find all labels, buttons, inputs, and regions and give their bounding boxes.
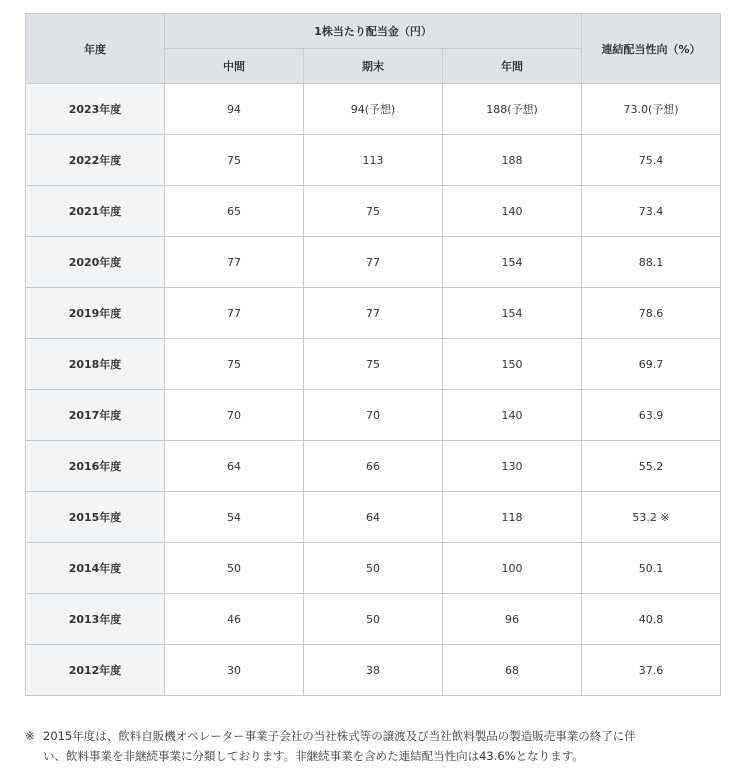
year-end-cell: 77 bbox=[304, 288, 443, 339]
annual-cell: 130 bbox=[443, 441, 582, 492]
year-cell: 2019年度 bbox=[26, 288, 165, 339]
year-cell: 2021年度 bbox=[26, 186, 165, 237]
year-cell: 2018年度 bbox=[26, 339, 165, 390]
year-cell: 2017年度 bbox=[26, 390, 165, 441]
payout-cell: 88.1 bbox=[582, 237, 721, 288]
table-row bbox=[26, 84, 721, 135]
header-year-end: 期末 bbox=[304, 49, 443, 84]
interim-cell: 94 bbox=[165, 84, 304, 135]
table-row bbox=[26, 390, 721, 441]
interim-cell: 70 bbox=[165, 390, 304, 441]
header-interim: 中間 bbox=[165, 49, 304, 84]
table-row bbox=[26, 594, 721, 645]
footnote-line-2: い、飲料事業を非継続事業に分類しております。非継続事業を含めた連結配当性向は43.6%となります。 bbox=[43, 749, 584, 763]
payout-cell: 75.4 bbox=[582, 135, 721, 186]
interim-cell: 30 bbox=[165, 645, 304, 696]
annual-cell: 96 bbox=[443, 594, 582, 645]
interim-cell: 46 bbox=[165, 594, 304, 645]
payout-cell: 53.2 ※ bbox=[582, 492, 721, 543]
header-year: 年度 bbox=[26, 14, 165, 84]
footnote-line-1: 2015年度は、飲料自販機オペレーター事業子会社の当社株式等の譲渡及び当社飲料製品の製造販売事業の終了に伴 bbox=[43, 729, 636, 743]
annual-cell: 140 bbox=[443, 390, 582, 441]
year-cell: 2020年度 bbox=[26, 237, 165, 288]
annual-cell: 188(予想) bbox=[443, 84, 582, 135]
dividend-table bbox=[25, 13, 721, 696]
payout-cell: 63.9 bbox=[582, 390, 721, 441]
year-end-cell: 38 bbox=[304, 645, 443, 696]
year-end-cell: 94(予想) bbox=[304, 84, 443, 135]
year-end-cell: 113 bbox=[304, 135, 443, 186]
table-row bbox=[26, 288, 721, 339]
table-body bbox=[26, 84, 721, 696]
footnote bbox=[25, 726, 715, 766]
year-end-cell: 50 bbox=[304, 543, 443, 594]
year-cell: 2012年度 bbox=[26, 645, 165, 696]
annual-cell: 140 bbox=[443, 186, 582, 237]
year-cell: 2015年度 bbox=[26, 492, 165, 543]
interim-cell: 64 bbox=[165, 441, 304, 492]
table-row bbox=[26, 339, 721, 390]
annual-cell: 118 bbox=[443, 492, 582, 543]
payout-cell: 55.2 bbox=[582, 441, 721, 492]
payout-cell: 73.4 bbox=[582, 186, 721, 237]
year-end-cell: 75 bbox=[304, 339, 443, 390]
interim-cell: 54 bbox=[165, 492, 304, 543]
annual-cell: 154 bbox=[443, 288, 582, 339]
annual-cell: 188 bbox=[443, 135, 582, 186]
annual-cell: 154 bbox=[443, 237, 582, 288]
payout-cell: 37.6 bbox=[582, 645, 721, 696]
payout-cell: 78.6 bbox=[582, 288, 721, 339]
table-row bbox=[26, 237, 721, 288]
table-row bbox=[26, 135, 721, 186]
year-end-cell: 50 bbox=[304, 594, 443, 645]
header-annual: 年間 bbox=[443, 49, 582, 84]
year-end-cell: 70 bbox=[304, 390, 443, 441]
table-row bbox=[26, 186, 721, 237]
header-payout-ratio: 連結配当性向（%） bbox=[582, 14, 721, 84]
table-row bbox=[26, 543, 721, 594]
payout-cell: 73.0(予想) bbox=[582, 84, 721, 135]
header-dividend-per-share: 1株当たり配当金（円） bbox=[165, 14, 582, 49]
table-row bbox=[26, 441, 721, 492]
year-end-cell: 77 bbox=[304, 237, 443, 288]
header-row-1 bbox=[26, 14, 721, 49]
year-end-cell: 75 bbox=[304, 186, 443, 237]
year-end-cell: 64 bbox=[304, 492, 443, 543]
year-end-cell: 66 bbox=[304, 441, 443, 492]
interim-cell: 75 bbox=[165, 135, 304, 186]
year-cell: 2016年度 bbox=[26, 441, 165, 492]
year-cell: 2023年度 bbox=[26, 84, 165, 135]
annual-cell: 68 bbox=[443, 645, 582, 696]
footnote-mark: ※ bbox=[25, 729, 35, 743]
interim-cell: 77 bbox=[165, 288, 304, 339]
year-cell: 2013年度 bbox=[26, 594, 165, 645]
interim-cell: 50 bbox=[165, 543, 304, 594]
year-cell: 2022年度 bbox=[26, 135, 165, 186]
payout-cell: 40.8 bbox=[582, 594, 721, 645]
payout-cell: 69.7 bbox=[582, 339, 721, 390]
table-row bbox=[26, 492, 721, 543]
interim-cell: 77 bbox=[165, 237, 304, 288]
annual-cell: 150 bbox=[443, 339, 582, 390]
interim-cell: 75 bbox=[165, 339, 304, 390]
payout-cell: 50.1 bbox=[582, 543, 721, 594]
interim-cell: 65 bbox=[165, 186, 304, 237]
annual-cell: 100 bbox=[443, 543, 582, 594]
year-cell: 2014年度 bbox=[26, 543, 165, 594]
table-row bbox=[26, 645, 721, 696]
